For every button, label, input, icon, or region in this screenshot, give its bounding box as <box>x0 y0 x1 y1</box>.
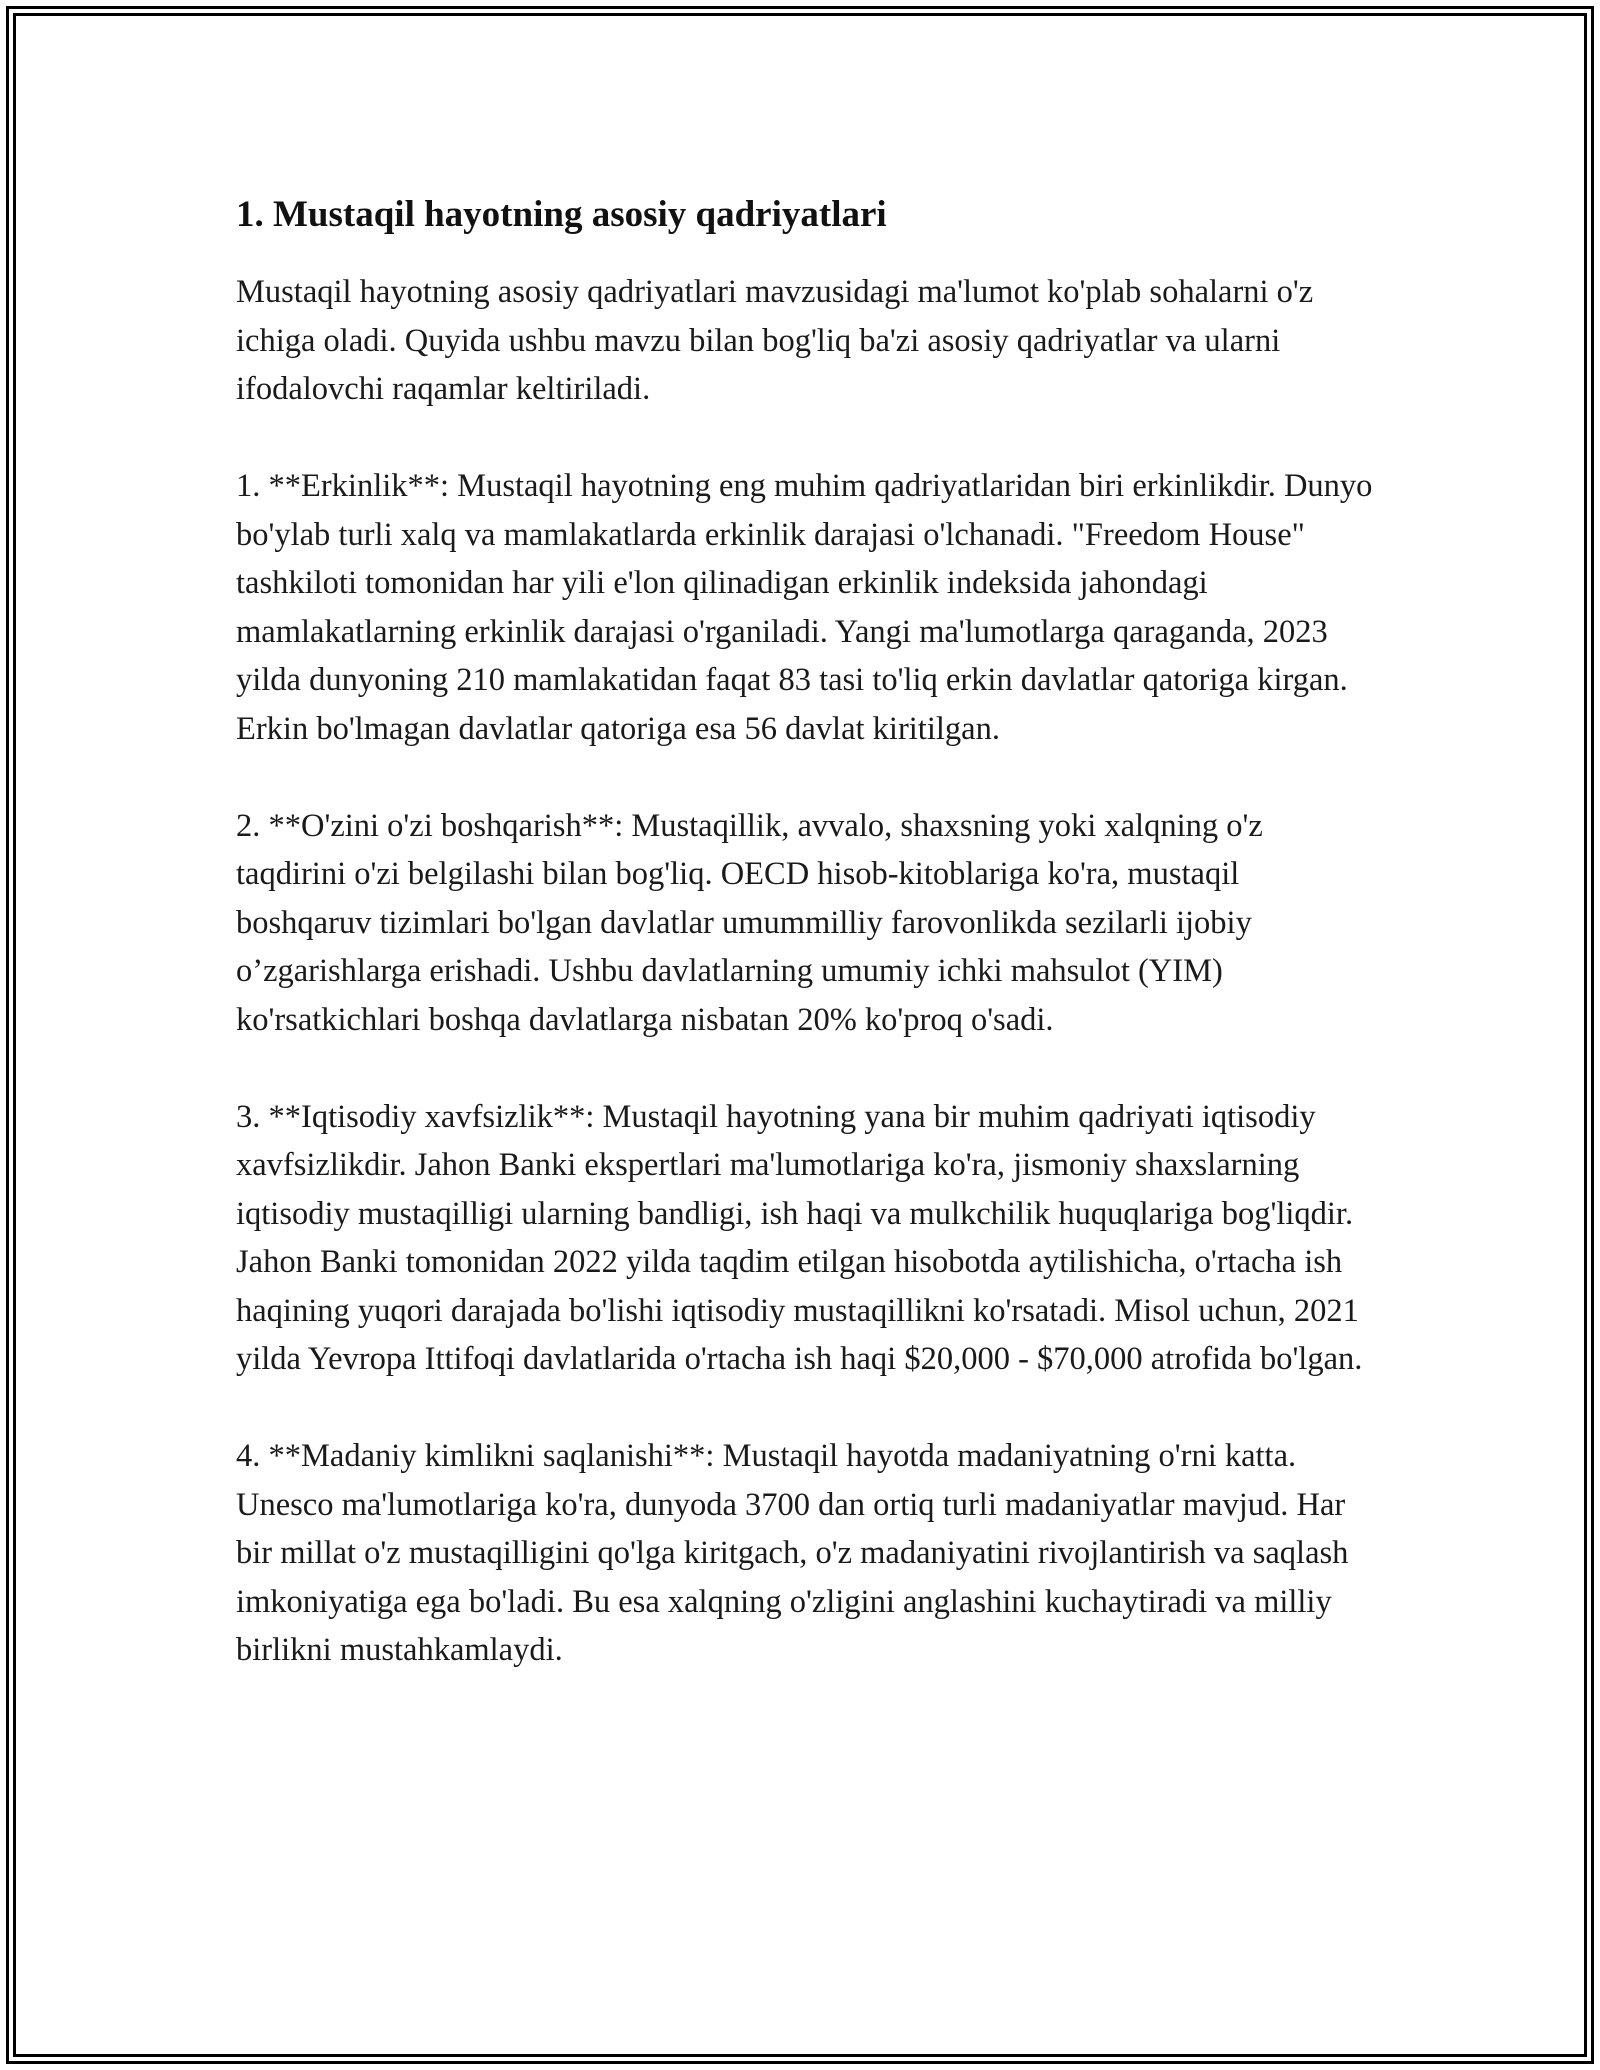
document-title: 1. Mustaqil hayotning asosiy qadriyatlari <box>236 194 887 235</box>
paragraph-erkinlik: 1. **Erkinlik**: Mustaqil hayotning eng muhim qadriyatlaridan biri erkinlikdir. Dunyo bo'ylab turli xalq va mamlakatlarda erkinlik darajasi o'lchanadi. "Freedom House" tashkiloti tomonidan har yili e'lon qilinadigan erkinlik indeksida jahondagi mamlakatlarning erkinlik darajasi o'rganiladi. Yangi ma'lumotlarga qaraganda, 2023 yilda dunyoning 210 mamlakatidan faqat 83 tasi to'liq erkin davlatlar qatoriga kirgan. Erkin bo'lmagan davlatlar qatoriga esa 56 davlat kiritilgan. <box>236 468 1373 747</box>
paragraph-ozini-ozi-boshqarish: 2. **O'zini o'zi boshqarish**: Mustaqillik, avvalo, shaxsning yoki xalqning o'z taqdirini o'zi belgilashi bilan bog'liq. OECD hisob-kitoblariga ko'ra, mustaqil boshqaruv tizimlari bo'lgan davlatlar umummilliy farovonlikda sezilarli ijobiy o’zgarishlarga erishadi. Ushbu davlatlarning umumiy ichki mahsulot (YIM) ko'rsatkichlari boshqa davlatlarga nisbatan 20% ko'proq o'sadi. <box>236 807 1263 1038</box>
paragraph-madaniy-kimlik: 4. **Madaniy kimlikni saqlanishi**: Mustaqil hayotda madaniyatning o'rni katta. Unesco ma'lumotlariga ko'ra, dunyoda 3700 dan ortiq turli madaniyatlar mavjud. Har bir millat o'z mustaqilligini qo'lga kiritgach, o'z madaniyatini rivojlantirish va saqlash imkoniyatiga ega bo'ladi. Bu esa xalqning o'zligini anglashini kuchaytiradi va milliy birlikni mustahkamlaydi. <box>236 1438 1349 1668</box>
paragraph-iqtisodiy-xavfsizlik: 3. **Iqtisodiy xavfsizlik**: Mustaqil hayotning yana bir muhim qadriyati iqtisodiy xavfsizlikdir. Jahon Banki ekspertlari ma'lumotlariga ko'ra, jismoniy shaxslarning iqtisodiy mustaqilligi ularning bandligi, ish haqi va mulkchilik huquqlariga bog'liqdir. Jahon Banki tomonidan 2022 yilda taqdim etilgan hisobotda aytilishicha, o'rtacha ish haqining yuqori darajada bo'lishi iqtisodiy mustaqillikni ko'rsatadi. Misol uchun, 2021 yilda Yevropa Ittifoqi davlatlarida o'rtacha ish haqi $20,000 - $70,000 atrofida bo'lgan. <box>236 1098 1363 1377</box>
document-body <box>236 188 1376 1675</box>
intro-paragraph: Mustaqil hayotning asosiy qadriyatlari mavzusidagi ma'lumot ko'plab sohalarni o'z ichiga oladi. Quyida ushbu mavzu bilan bog'liq ba'zi asosiy qadriyatlar va ularni ifodalovchi raqamlar keltiriladi. <box>236 274 1314 407</box>
